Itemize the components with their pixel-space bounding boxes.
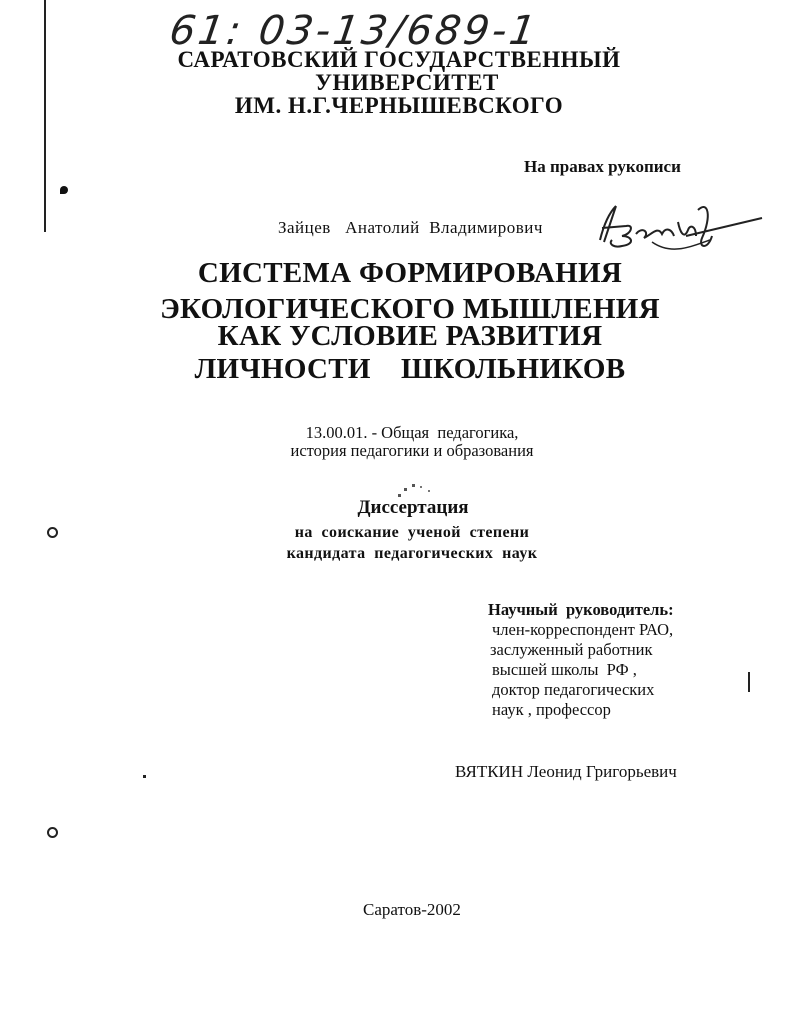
degree-line-2: кандидата педагогических наук [286,545,538,562]
supervisor-title-line-1: член-корреспондент РАО, [492,620,674,639]
title-line-4: ЛИЧНОСТИ ШКОЛЬНИКОВ [194,353,626,385]
supervisor-name: ВЯТКИН Леонид Григорьевич [455,762,677,781]
stamp-trace [398,484,458,498]
punch-hole-icon [47,827,58,838]
archive-number-handwritten: 61: 03-13/689-1 [166,8,542,54]
degree-line-1: на соискание ученой степени [294,524,530,541]
work-type: Диссертация [357,497,469,518]
university-line-2: УНИВЕРСИТЕТ [315,70,499,95]
rights-note: На правах рукописи [524,157,681,176]
specialty-line-1: 13.00.01. - Общая педагогика, [305,423,519,442]
title-line-1: СИСТЕМА ФОРМИРОВАНИЯ [197,257,623,289]
supervisor-title-line-3: высшей школы РФ , [492,660,637,679]
university-line-3: ИМ. Н.Г.ЧЕРНЫШЕВСКОГО [234,93,564,118]
supervisor-heading: Научный руководитель: [488,600,674,619]
supervisor-title-line-2: заслуженный работник [490,640,653,659]
supervisor-title-line-4: доктор педагогических [492,680,655,699]
author-signature-icon [592,196,767,258]
city-year: Саратов-2002 [363,900,461,919]
scan-speck-icon [60,186,68,194]
supervisor-title-line-5: наук , профессор [492,700,611,719]
specialty-line-2: история педагогики и образования [290,441,534,460]
title-line-3: КАК УСЛОВИЕ РАЗВИТИЯ [217,320,603,352]
supervisor-block [488,600,674,720]
author-name: Зайцев Анатолий Владимирович [278,218,543,237]
scan-mark [748,672,750,692]
title-line-2: ЭКОЛОГИЧЕСКОГО МЫШЛЕНИЯ [160,293,660,325]
scan-dot [143,775,146,778]
university-line-1: САРАТОВСКИЙ ГОСУДАРСТВЕННЫЙ [177,47,621,72]
